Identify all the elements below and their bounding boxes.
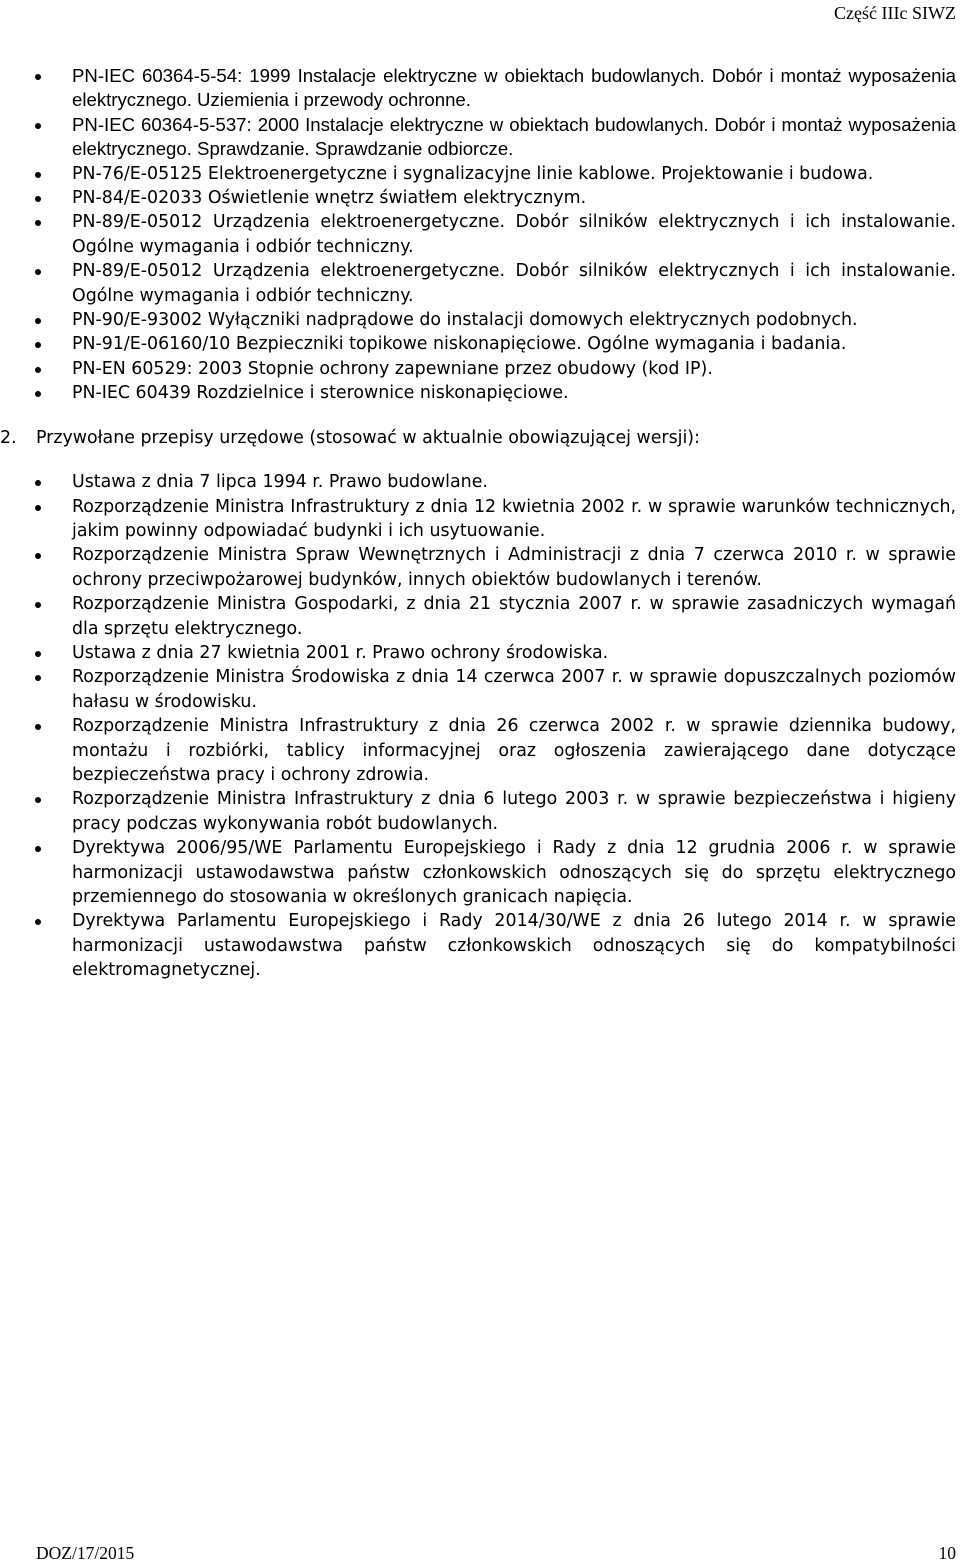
standards-list [0,64,960,406]
list-item [72,332,956,356]
list-item [72,495,956,544]
list-item [72,64,956,113]
regulation-text: Rozporządzenie Ministra Środowiska z dnia 14 czerwca 2007 r. w sprawie dopuszczalnych poziomów hałasu w środowisku. [72,667,956,712]
standard-text: PN-89/E-05012 Urządzenia elektroenergetyczne. Dobór silników elektrycznych i ich instalowanie. Ogólne wymagania i odbiór techniczny. [72,212,956,257]
regulations-list [0,470,960,983]
list-item [72,259,956,308]
standard-text: PN-IEC 60364-5-537: 2000 Instalacje elektryczne w obiektach budowlanych. Dobór i montaż wyposażenia elektrycznego. Sprawdzanie. Sprawdzanie odbiorcze. [72,113,956,160]
standard-text: PN-IEC 60364-5-54: 1999 Instalacje elektryczne w obiektach budowlanych. Dobór i montaż wyposażenia elektrycznego. Uziemienia i przewody ochronne. [72,65,956,111]
list-item [72,210,956,259]
document-id: DOZ/17/2015 [36,1543,135,1563]
standard-text: PN-IEC 60439 Rozdzielnice i sterownice niskonapięciowe. [72,383,569,404]
list-item [72,543,956,592]
list-item [72,470,956,494]
list-item [72,641,956,665]
document-body [0,64,960,983]
bullet-icon [35,602,41,608]
bullet-icon [35,269,41,275]
regulation-text: Rozporządzenie Ministra Gospodarki, z dnia 21 stycznia 2007 r. w sprawie zasadniczych wymagań dla sprzętu elektrycznego. [72,594,956,639]
standard-text: PN-91/E-06160/10 Bezpieczniki topikowe niskonapięciowe. Ogólne wymagania i badania. [72,334,847,355]
document-part-label: Część IIIc SIWZ [834,3,956,23]
bullet-icon [35,391,41,397]
section-title: Przywołane przepisy urzędowe (stosować w aktualnie obowiązującej wersji): [36,427,700,448]
section-heading [0,426,956,450]
bullet-icon [35,675,41,681]
regulation-text: Dyrektywa 2006/95/WE Parlamentu Europejskiego i Rady z dnia 12 grudnia 2006 r. w sprawie harmonizacji ustawodawstwa państw członkowskich odnoszących się do sprzętu elektrycznego przemiennego do stosowania w określonych granicach napięcia. [72,838,956,907]
bullet-icon [35,505,41,511]
list-item [72,113,956,162]
page-number: 10 [938,1543,956,1563]
list-item [72,381,956,405]
bullet-icon [35,196,41,202]
bullet-icon [35,480,41,486]
bullet-icon [35,651,41,657]
regulation-text: Rozporządzenie Ministra Infrastruktury z dnia 6 lutego 2003 r. w sprawie bezpieczeństwa i higieny pracy podczas wykonywania robót budowlanych. [72,789,956,834]
bullet-icon [35,74,41,80]
standard-text: PN-84/E-02033 Oświetlenie wnętrz światłem elektrycznym. [72,188,587,209]
list-item [72,714,956,787]
regulation-text: Rozporządzenie Ministra Infrastruktury z dnia 26 czerwca 2002 r. w sprawie dziennika budowy, montażu i rozbiórki, tablicy informacyjnej oraz ogłoszenia zawierającego dane dotyczące bezpieczeństwa pracy i ochrony zdrowia. [72,716,956,785]
bullet-icon [35,220,41,226]
bullet-icon [35,724,41,730]
section-number: 2. [0,427,17,448]
bullet-icon [35,919,41,925]
standard-text: PN-EN 60529: 2003 Stopnie ochrony zapewniane przez obudowy (kod IP). [72,358,713,379]
bullet-icon [35,367,41,373]
regulation-text: Rozporządzenie Ministra Spraw Wewnętrznych i Administracji z dnia 7 czerwca 2010 r. w sprawie ochrony przeciwpożarowej budynków, innych obiektów budowlanych i terenów. [72,545,956,590]
regulation-text: Ustawa z dnia 27 kwietnia 2001 r. Prawo ochrony środowiska. [72,642,609,663]
list-item [72,186,956,210]
list-item [72,308,956,332]
regulation-text: Dyrektywa Parlamentu Europejskiego i Rady 2014/30/WE z dnia 26 lutego 2014 r. w sprawie harmonizacji ustawodawstwa państw członkowskich odnoszących się do kompatybilności elektromagnetycznej. [72,911,956,981]
standard-text: PN-90/E-93002 Wyłączniki nadprądowe do instalacji domowych elektrycznych podobnych. [72,310,858,331]
list-item [72,836,956,909]
bullet-icon [35,318,41,324]
regulation-text: Rozporządzenie Ministra Infrastruktury z dnia 12 kwietnia 2002 r. w sprawie warunków technicznych, jakim powinny odpowiadać budynki i ich usytuowanie. [72,496,956,541]
standard-text: PN-89/E-05012 Urządzenia elektroenergetyczne. Dobór silników elektrycznych i ich instalowanie. Ogólne wymagania i odbiór techniczny. [72,261,956,306]
list-item [72,592,956,641]
bullet-icon [35,123,41,129]
regulation-text: Ustawa z dnia 7 lipca 1994 r. Prawo budowlane. [72,472,488,493]
standard-text: PN-76/E-05125 Elektroenergetyczne i sygnalizacyjne linie kablowe. Projektowanie i budowa. [72,163,874,184]
list-item [72,665,956,714]
list-item [72,909,956,982]
bullet-icon [35,846,41,852]
bullet-icon [35,342,41,348]
list-item [72,357,956,381]
list-item [72,162,956,186]
bullet-icon [35,797,41,803]
list-item [72,787,956,836]
bullet-icon [35,172,41,178]
bullet-icon [35,553,41,559]
